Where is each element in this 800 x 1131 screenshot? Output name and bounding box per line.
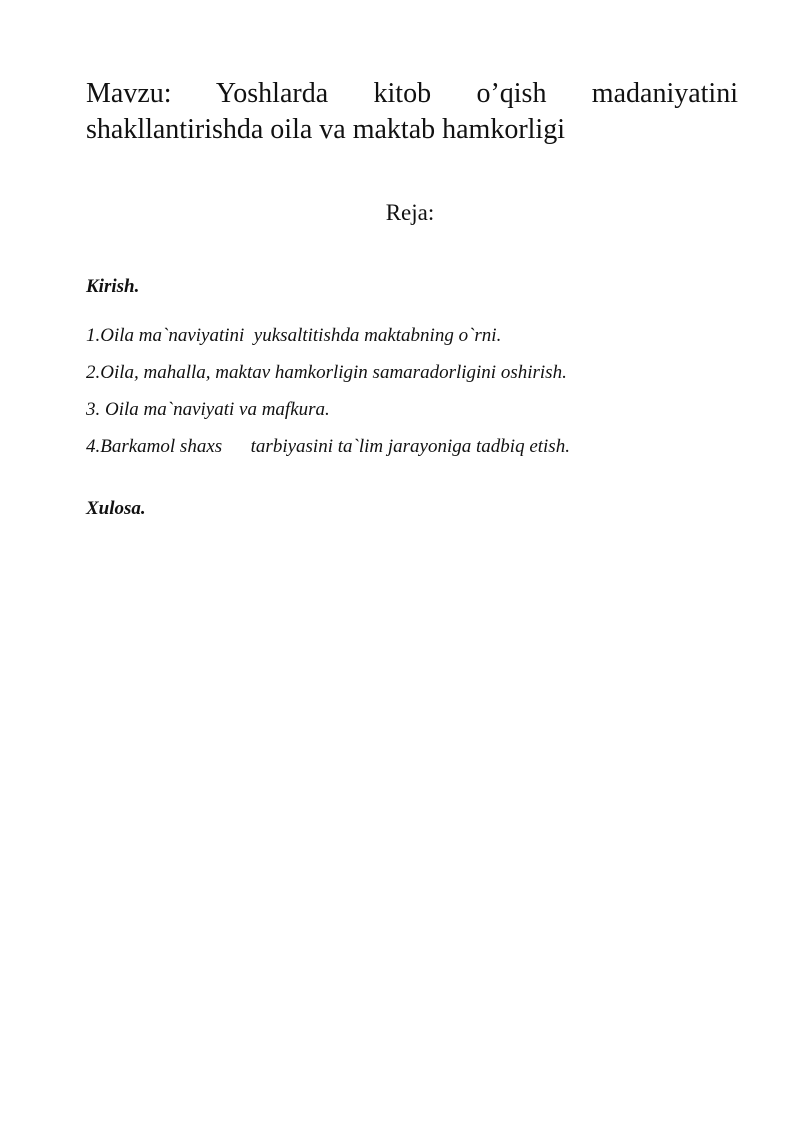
title-line-1: Mavzu: Yoshlarda kitob o’qish madaniyatini	[86, 78, 738, 109]
intro-label: Kirish.	[86, 276, 140, 297]
plan-item-3: 3. Oila ma`naviyati va mafkura.	[86, 399, 330, 420]
plan-heading: Reja:	[385, 200, 435, 225]
plan-item-4: 4.Barkamol shaxs tarbiyasini ta`lim jarayoniga tadbiq etish.	[86, 436, 570, 457]
conclusion-label: Xulosa.	[86, 498, 146, 519]
plan-item-2: 2.Oila, mahalla, maktav hamkorligin samaradorligini oshirish.	[86, 362, 567, 383]
plan-item-1: 1.Oila ma`naviyatini yuksaltitishda maktabning o`rni.	[86, 325, 502, 346]
document-title	[86, 76, 738, 148]
title-line-2: shakllantirishda oila va maktab hamkorligi	[86, 114, 565, 145]
